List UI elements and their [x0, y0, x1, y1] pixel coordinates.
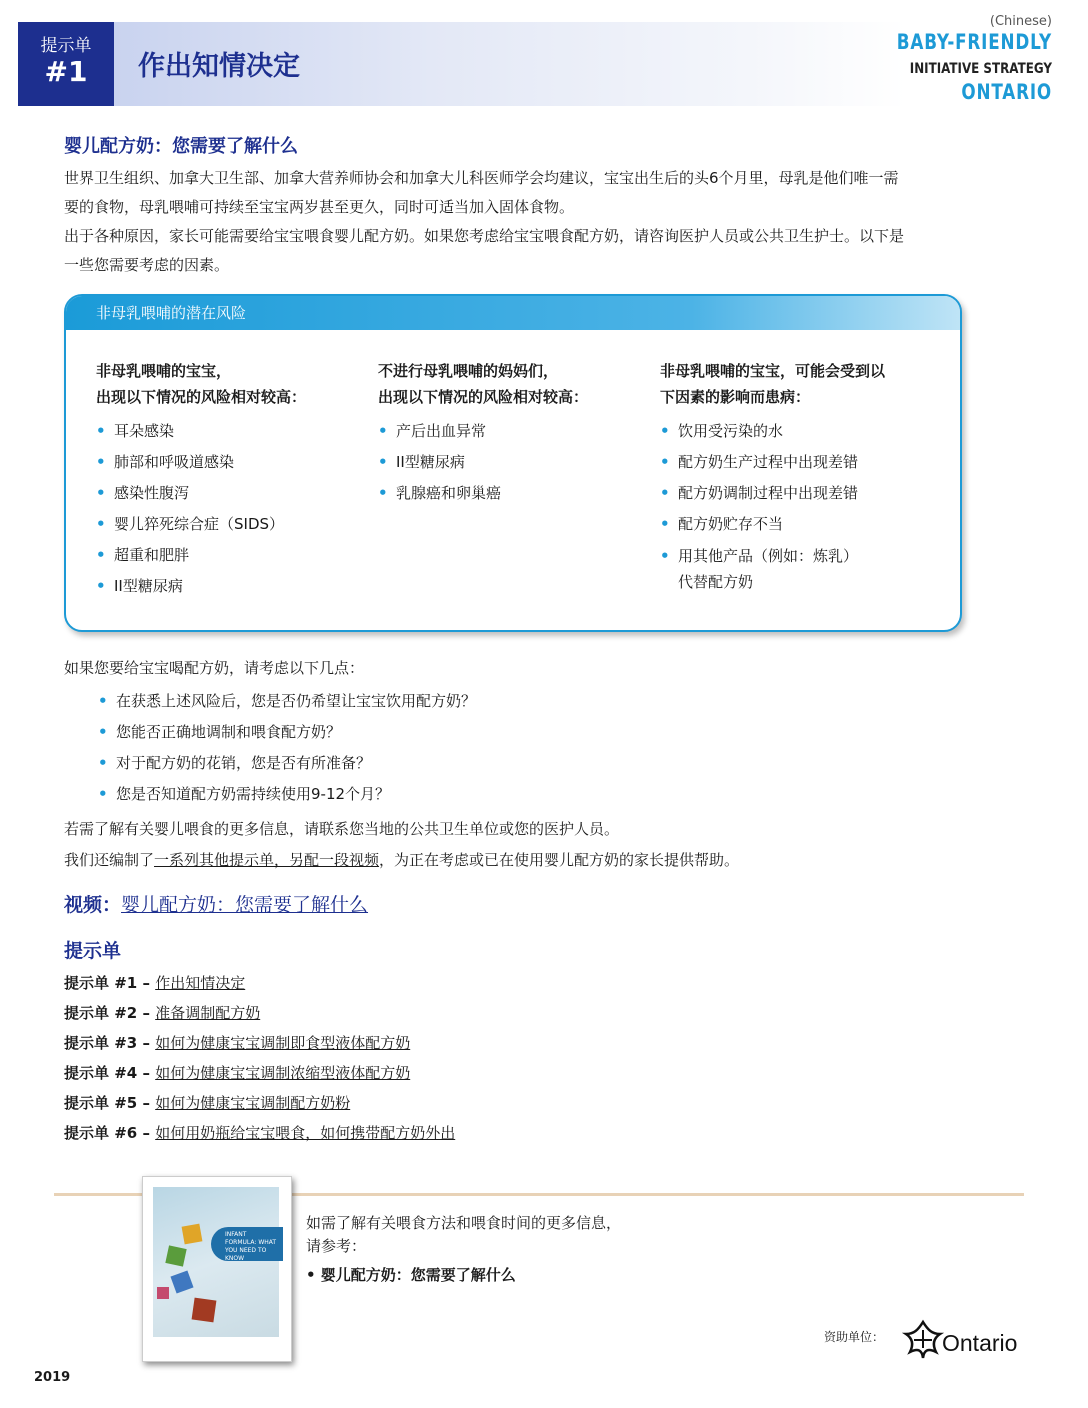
list-item-text: 乳腺癌和卵巢癌	[396, 484, 502, 502]
brand-line-3: ONTARIO	[961, 80, 1052, 104]
list-item-text: 婴儿猝死综合症（SIDS）	[114, 515, 285, 533]
list-item-text: 用其他产品（例如：炼乳）	[678, 547, 859, 565]
risk-column-illness	[660, 358, 930, 595]
risk-box	[64, 294, 962, 632]
list-item	[660, 447, 930, 478]
reference-item: • 婴儿配方奶：您需要了解什么	[306, 1266, 516, 1284]
bullet-icon: •	[96, 515, 106, 533]
intro-p2-line2: 一些您需要考虑的因素。	[64, 256, 230, 274]
also-text: ，为正在考虑或已在使用婴儿配方奶的家长提供帮助。	[379, 851, 740, 869]
reference-line: 如需了解有关喂食方法和喂食时间的更多信息，	[306, 1214, 622, 1232]
list-item	[96, 478, 366, 509]
list-item	[96, 571, 366, 602]
tip-sheet-label: 提示单 #1 –	[64, 974, 156, 992]
list-item-text: II型糖尿病	[396, 453, 465, 471]
column-heading-line: 下因素的影响而患病：	[660, 388, 811, 406]
bullet-icon: •	[660, 453, 670, 471]
list-item	[96, 509, 366, 540]
tip-sheet-item	[64, 1058, 455, 1088]
tip-sheet-link[interactable]: 如何为健康宝宝调制配方奶粉	[155, 1094, 351, 1112]
tip-sheet-badge	[18, 22, 114, 106]
year-label: 2019	[34, 1370, 71, 1385]
list-item-text: 对于配方奶的花销，您是否有所准备？	[116, 754, 372, 772]
list-item-text: 配方奶调制过程中出现差错	[678, 484, 859, 502]
tip-sheet-label: 提示单 #5 –	[64, 1094, 156, 1112]
column-heading-line: 非母乳喂哺的宝宝，	[96, 362, 232, 380]
list-item	[96, 416, 366, 447]
video-label: 视频：	[64, 894, 122, 916]
consider-list	[98, 686, 476, 810]
intro-p2-line1: 出于各种原因，家长可能需要给宝宝喂食婴儿配方奶。如果您考虑给宝宝喂食配方奶，请咨询医护人员或公共卫生护士。以下是	[64, 227, 905, 245]
list-item-text: 在获悉上述风险后，您是否仍希望让宝宝饮用配方奶？	[116, 692, 477, 710]
tip-sheet-item	[64, 968, 455, 998]
video-link[interactable]: 婴儿配方奶：您需要了解什么	[121, 894, 369, 916]
also-text: 我们还编制了	[64, 851, 155, 869]
cube-shape	[182, 1224, 203, 1245]
page-title: 作出知情决定	[138, 51, 300, 82]
bullet-icon: •	[96, 484, 106, 502]
language-label: (Chinese)	[989, 14, 1052, 29]
also-paragraph	[64, 846, 739, 875]
list-item-text: 代替配方奶	[678, 573, 754, 591]
brand-line-2: INITIATIVE STRATEGY	[909, 61, 1052, 77]
bullet-icon: •	[96, 577, 106, 595]
list-item	[378, 416, 648, 447]
booklet-title: INFANT FORMULA: WHAT YOU NEED TO KNOW	[211, 1227, 283, 1261]
list-item	[98, 779, 476, 810]
tip-sheet-item	[64, 1118, 455, 1148]
tip-sheet-item	[64, 1028, 455, 1058]
bullet-icon: •	[660, 515, 670, 533]
badge-label: 提示单	[40, 36, 92, 56]
tip-sheet-link[interactable]: 准备调制配方奶	[155, 1004, 261, 1022]
bullet-icon: •	[98, 754, 108, 772]
badge-number: #1	[44, 55, 88, 88]
tip-sheet-label: 提示单 #4 –	[64, 1064, 156, 1082]
tip-sheet-item	[64, 998, 455, 1028]
tip-sheet-item	[64, 1088, 455, 1118]
list-item	[98, 717, 476, 748]
tip-sheet-link[interactable]: 如何为健康宝宝调制即食型液体配方奶	[155, 1034, 411, 1052]
intro-p1-line2: 要的食物，母乳喂哺可持续至宝宝两岁甚至更久，同时可适当加入固体食物。	[64, 198, 575, 216]
list-item	[378, 447, 648, 478]
list-item	[660, 540, 930, 569]
list-item-text: 饮用受污染的水	[678, 422, 784, 440]
list-item	[96, 540, 366, 571]
list-item-text: 您是否知道配方奶需持续使用9-12个月？	[116, 785, 391, 803]
list-item	[660, 509, 930, 540]
risk-column-mothers	[378, 358, 648, 509]
more-info-text: 若需了解有关婴儿喂食的更多信息，请联系您当地的公共卫生单位或您的医护人员。	[64, 820, 620, 838]
reference-line: 请参考：	[306, 1237, 367, 1255]
funding-label: 资助单位：	[824, 1330, 885, 1344]
reference-block	[306, 1212, 621, 1287]
bullet-icon: •	[98, 785, 108, 803]
list-item	[660, 478, 930, 509]
list-item	[98, 686, 476, 717]
column-heading	[378, 358, 648, 410]
bullet-icon: •	[378, 422, 388, 440]
trillium-icon	[900, 1318, 946, 1362]
risk-column-babies	[96, 358, 366, 602]
column-heading	[660, 358, 930, 410]
intro-paragraph-2	[64, 222, 956, 280]
booklet-cover-image	[142, 1176, 292, 1362]
list-item-text: 您能否正确地调制和喂食配方奶？	[116, 723, 342, 741]
bullet-icon: •	[378, 453, 388, 471]
bullet-icon: •	[98, 692, 108, 710]
column-heading-line: 出现以下情况的风险相对较高：	[96, 388, 307, 406]
title-bar	[114, 22, 906, 106]
bfi-logo	[858, 14, 1052, 104]
cube-shape	[165, 1245, 186, 1266]
list-item-text: 超重和肥胖	[114, 546, 190, 564]
bullet-icon: •	[96, 453, 106, 471]
column-heading-line: 不进行母乳喂哺的妈妈们，	[378, 362, 559, 380]
bullet-icon: •	[98, 723, 108, 741]
tip-sheets-list	[64, 968, 455, 1148]
list-item	[96, 447, 366, 478]
bullet-icon: •	[96, 422, 106, 440]
intro-paragraph-1	[64, 164, 956, 222]
cube-shape	[170, 1270, 193, 1293]
list-item-text: II型糖尿病	[114, 577, 183, 595]
tip-sheet-label: 提示单 #2 –	[64, 1004, 156, 1022]
video-line	[64, 890, 368, 917]
risk-box-title: 非母乳喂哺的潜在风险	[66, 296, 960, 330]
list-item-text: 配方奶贮存不当	[678, 515, 784, 533]
tip-sheets-heading: 提示单	[64, 940, 122, 962]
tip-sheet-link[interactable]: 作出知情决定	[155, 974, 246, 992]
ontario-wordmark: Ontario	[942, 1330, 1018, 1356]
list-item	[378, 478, 648, 509]
column-heading	[96, 358, 366, 410]
bullet-icon: •	[660, 422, 670, 440]
tip-sheet-link[interactable]: 如何为健康宝宝调制浓缩型液体配方奶	[155, 1064, 411, 1082]
bullet-icon: •	[378, 484, 388, 502]
list-item-text: 产后出血异常	[396, 422, 487, 440]
brand-line-1: BABY-FRIENDLY	[896, 30, 1052, 54]
cube-shape	[157, 1287, 169, 1299]
tip-sheets-video-link[interactable]: 一系列其他提示单，另配一段视频	[154, 851, 380, 869]
tip-sheet-label: 提示单 #6 –	[64, 1124, 156, 1142]
bullet-icon: •	[96, 546, 106, 564]
list-item-continuation	[660, 569, 930, 595]
list-item-text: 肺部和呼吸道感染	[114, 453, 235, 471]
list-item-text: 配方奶生产过程中出现差错	[678, 453, 859, 471]
column-heading-line: 非母乳喂哺的宝宝，可能会受到以	[660, 362, 886, 380]
list-item	[660, 416, 930, 447]
list-item	[98, 748, 476, 779]
list-item-text: 感染性腹泻	[114, 484, 190, 502]
cube-shape	[192, 1298, 217, 1323]
consider-lead: 如果您要给宝宝喝配方奶，请考虑以下几点：	[64, 659, 365, 677]
bullet-icon: •	[660, 484, 670, 502]
bullet-icon: •	[660, 547, 670, 565]
tip-sheet-label: 提示单 #3 –	[64, 1034, 156, 1052]
column-heading-line: 出现以下情况的风险相对较高：	[378, 388, 589, 406]
tip-sheet-link[interactable]: 如何用奶瓶给宝宝喂食，如何携带配方奶外出	[155, 1124, 456, 1142]
booklet-cover-art	[153, 1187, 279, 1337]
intro-p1-line1: 世界卫生组织、加拿大卫生部、加拿大营养师协会和加拿大儿科医师学会均建议，宝宝出生后的头6个月里，母乳是他们唯一需	[64, 169, 899, 187]
list-item-text: 耳朵感染	[114, 422, 175, 440]
section-heading: 婴儿配方奶：您需要了解什么	[64, 136, 298, 157]
